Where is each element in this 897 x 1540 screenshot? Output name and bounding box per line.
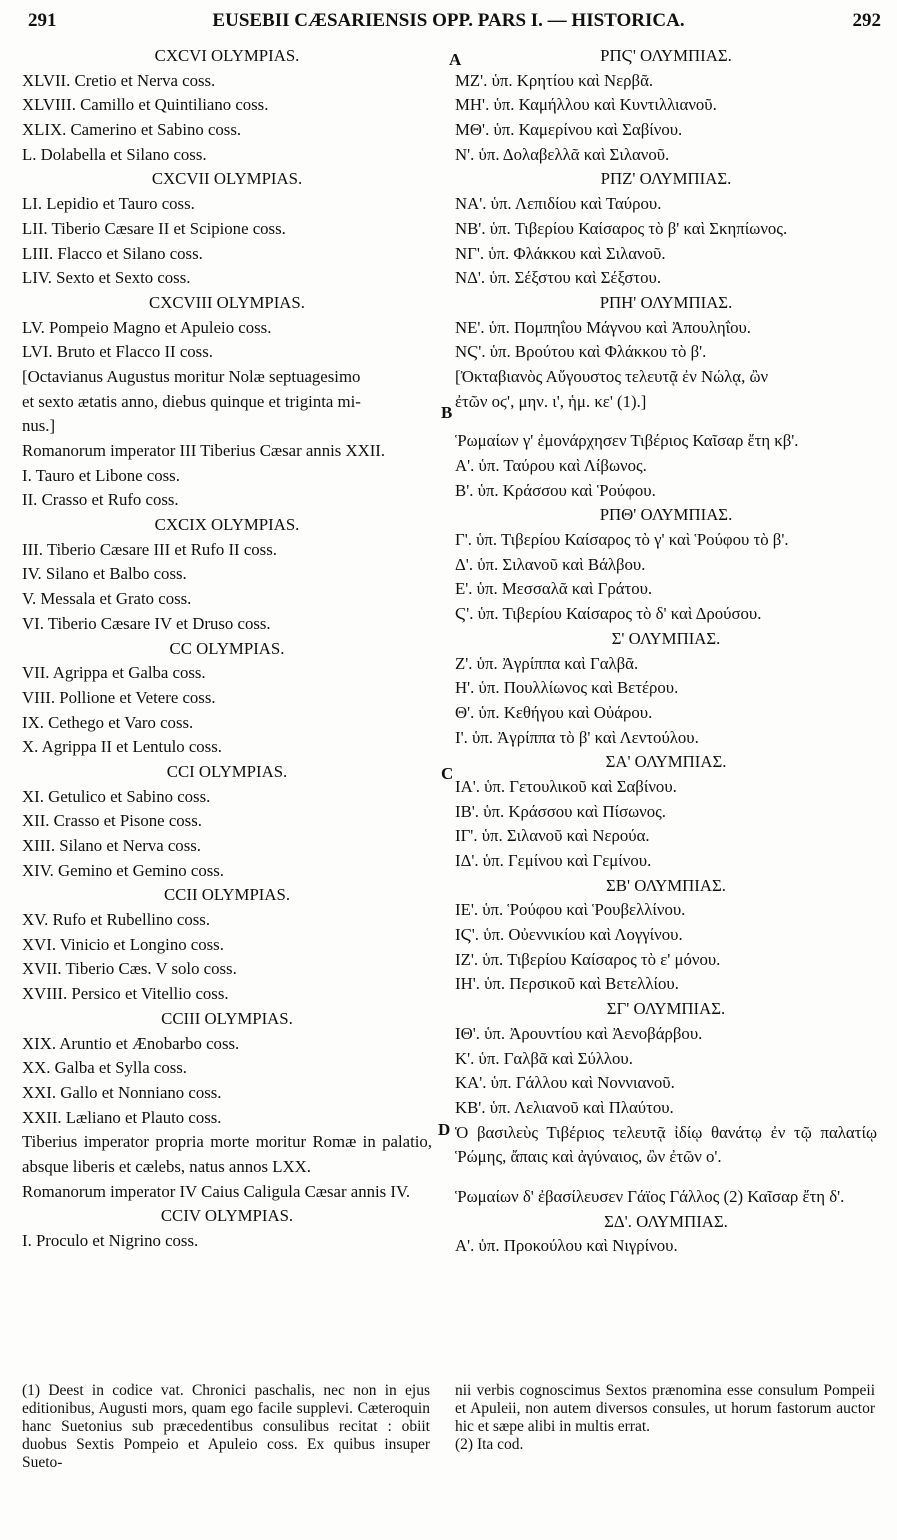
olympiad-heading: ΡΠΘ' ΟΛΥΜΠΙΑΣ.	[599, 505, 733, 525]
consul-entry: Ι'. ὑπ. Ἀγρίππα τὸ β' καὶ Λεντούλου.	[455, 727, 699, 747]
consul-entry: L. Dolabella et Silano coss.	[22, 144, 207, 164]
consul-entry: ΙΘ'. ὑπ. Ἀρουντίου καὶ Ἀενοβάρβου.	[455, 1023, 703, 1043]
olympiad-heading: ΣΒ' ΟΛΥΜΠΙΑΣ.	[606, 875, 726, 895]
consul-entry: ΙΖ'. ὑπ. Τιβερίου Καίσαρος τὸ ε' μόνου.	[455, 949, 721, 969]
consul-entry: ΙϚ'. ὑπ. Οὐεννικίου καὶ Λογγίνου.	[455, 925, 683, 945]
section-marker-d: D	[438, 1120, 451, 1139]
greek-column	[455, 44, 877, 1259]
text-paragraph: Ῥωμαίων δ' ἐβασίλευσεν Γάϊος Γάλλος (2) Καῖσαρ ἔτη δ'.	[455, 1186, 845, 1206]
consul-entry: ΝΑ'. ὑπ. Λεπιδίου καὶ Ταύρου.	[455, 194, 662, 214]
consul-entry: IV. Silano et Balbo coss.	[22, 564, 187, 584]
consul-entry: XLVIII. Camillo et Quintiliano coss.	[22, 95, 269, 115]
consul-entry: Γ'. ὑπ. Τιβερίου Καίσαρος τὸ γ' καὶ Ῥούφου τὸ β'.	[455, 530, 789, 550]
footnote-left	[22, 1382, 430, 1472]
olympiad-heading: CXCVIII OLYMPIAS.	[149, 292, 305, 312]
consul-entry: ΝΕ'. ὑπ. Πομπηΐου Μάγνου καὶ Ἀπουληΐου.	[455, 317, 752, 337]
consul-entry: ΙΗ'. ὑπ. Περσικοῦ καὶ Βετελλίου.	[455, 974, 679, 994]
consul-entry: III. Tiberio Cæsare III et Rufo II coss.	[22, 539, 277, 559]
footnote-1-continuation: nii verbis cognoscimus Sextos prænomina esse consulum Pompeii et Apuleii, non autem diversos consules, ut horum fastorum auctor hic et sæpe alibi in multis errat.	[455, 1382, 875, 1435]
latin-column	[22, 44, 432, 1254]
consul-entry: XIV. Gemino et Gemino coss.	[22, 860, 224, 880]
consul-entry: ΜΖ'. ὑπ. Κρητίου καὶ Νερβᾶ.	[455, 70, 654, 90]
consul-entry: XXI. Gallo et Nonniano coss.	[22, 1082, 222, 1102]
consul-entry: Θ'. ὑπ. Κεθήγου καὶ Οὐάρου.	[455, 702, 653, 722]
consul-entry: Κ'. ὑπ. Γαλβᾶ καὶ Σύλλου.	[455, 1048, 633, 1068]
consul-entry: ΙΓ'. ὑπ. Σιλανοῦ καὶ Νερούα.	[455, 826, 650, 846]
consul-entry: ΙΑ'. ὑπ. Γετουλικοῦ καὶ Σαβίνου.	[455, 776, 677, 796]
consul-entry: VI. Tiberio Cæsare IV et Druso coss.	[22, 613, 271, 633]
right-page-number: 292	[852, 10, 881, 31]
spacer	[455, 414, 877, 429]
consul-entry: XLIX. Camerino et Sabino coss.	[22, 120, 242, 140]
consul-entry: ΚΑ'. ὑπ. Γάλλου καὶ Νοννιανοῦ.	[455, 1073, 675, 1093]
olympiad-heading: ΣΑ' ΟΛΥΜΠΙΑΣ.	[605, 752, 727, 772]
olympiad-heading: CXCVII OLYMPIAS.	[151, 169, 303, 189]
consul-entry: Ε'. ὑπ. Μεσσαλᾶ καὶ Γράτου.	[455, 579, 653, 599]
consul-entry: VII. Agrippa et Galba coss.	[22, 663, 206, 683]
olympiad-heading: ΡΠΗ' ΟΛΥΜΠΙΑΣ.	[599, 292, 733, 312]
consul-entry: IX. Cethego et Varo coss.	[22, 712, 194, 732]
consul-entry: LVI. Bruto et Flacco II coss.	[22, 342, 213, 362]
consul-entry: XVII. Tiberio Cæs. V solo coss.	[22, 959, 237, 979]
consul-entry: ΜΘ'. ὑπ. Καμερίνου καὶ Σαβίνου.	[455, 120, 683, 140]
olympiad-heading: CXCVI OLYMPIAS.	[154, 46, 300, 65]
consul-entry: LIV. Sexto et Sexto coss.	[22, 268, 191, 288]
consul-entry: XIII. Silano et Nerva coss.	[22, 836, 201, 856]
olympiad-heading: CCIII OLYMPIAS.	[161, 1008, 293, 1028]
consul-entry: XX. Galba et Sylla coss.	[22, 1058, 187, 1078]
consul-entry: ΜΗ'. ὑπ. Καμήλλου καὶ Κυντιλλιανοῦ.	[455, 95, 717, 115]
consul-entry: XVI. Vinicio et Longino coss.	[22, 934, 224, 954]
consul-entry: XXII. Læliano et Plauto coss.	[22, 1107, 222, 1127]
olympiad-heading: ΡΠϚ' ΟΛΥΜΠΙΑΣ.	[600, 46, 732, 65]
olympiad-heading: CCII OLYMPIAS.	[163, 885, 291, 905]
consul-entry: Ζ'. ὑπ. Ἀγρίππα καὶ Γαλβᾶ.	[455, 653, 639, 673]
consul-entry: I. Tauro et Libone coss.	[22, 465, 180, 485]
consul-entry: Α'. ὑπ. Ταύρου καὶ Λίβωνος.	[455, 456, 647, 476]
consul-entry: XLVII. Cretio et Nerva coss.	[22, 70, 216, 90]
text-paragraph: Ὁ βασιλεὺς Τιβέριος τελευτᾷ ἰδίῳ θανάτῳ ἐν τῷ παλατίῳ Ῥώμης, ἄπαις καὶ ἀγύναιος, ὢν ἐτῶν ο'.	[455, 1122, 877, 1167]
consul-entry: V. Messala et Grato coss.	[22, 589, 192, 609]
consul-entry: ΝΒ'. ὑπ. Τιβερίου Καίσαρος τὸ β' καὶ Σκηπίωνος.	[455, 218, 788, 238]
page-header	[0, 10, 897, 38]
olympiad-heading: Σ' ΟΛΥΜΠΙΑΣ.	[611, 628, 721, 648]
spacer	[455, 1170, 877, 1185]
consul-entry: XII. Crasso et Pisone coss.	[22, 811, 202, 831]
consul-entry: ΙΕ'. ὑπ. Ῥούφου καὶ Ῥουβελλίνου.	[455, 900, 686, 920]
consul-entry: [Octavianus Augustus moritur Nolæ septuagesimo	[22, 366, 361, 386]
left-page-number: 291	[28, 10, 57, 31]
olympiad-heading: CXCIX OLYMPIAS.	[154, 515, 300, 535]
text-paragraph: Romanorum imperator III Tiberius Cæsar annis XXII.	[22, 441, 386, 460]
olympiad-heading: CCIV OLYMPIAS.	[160, 1206, 294, 1226]
consul-entry: et sexto ætatis anno, diebus quinque et triginta mi-	[22, 391, 361, 411]
consul-entry: LV. Pompeio Magno et Apuleio coss.	[22, 317, 272, 337]
consul-entry: Ϛ'. ὑπ. Τιβερίου Καίσαρος τὸ δ' καὶ Δρούσου.	[455, 604, 762, 624]
consul-entry: VIII. Pollione et Vetere coss.	[22, 687, 216, 707]
olympiad-heading: ΣΔ'. ΟΛΥΜΠΙΑΣ.	[604, 1211, 728, 1231]
olympiad-heading: CC OLYMPIAS.	[169, 638, 285, 658]
consul-entry: Β'. ὑπ. Κράσσου καὶ Ῥούφου.	[455, 480, 656, 500]
consul-entry: ΝΔ'. ὑπ. Σέξστου καὶ Σέξστου.	[455, 268, 662, 288]
consul-entry: LIII. Flacco et Silano coss.	[22, 243, 203, 263]
consul-entry: XIX. Aruntio et Ænobarbo coss.	[22, 1033, 240, 1053]
section-marker-b: B	[441, 403, 453, 422]
consul-entry: ΚΒ'. ὑπ. Λελιανοῦ καὶ Πλαύτου.	[455, 1097, 674, 1117]
consul-entry: Η'. ὑπ. Πουλλίωνος καὶ Βετέρου.	[455, 678, 679, 698]
consul-entry: ἐτῶν οϛ', μην. ι', ἡμ. κε' (1).]	[455, 391, 647, 411]
consul-entry: LII. Tiberio Cæsare II et Scipione coss.	[22, 218, 286, 238]
olympiad-heading: ΡΠΖ' ΟΛΥΜΠΙΑΣ.	[600, 169, 732, 189]
consul-entry: XI. Getulico et Sabino coss.	[22, 786, 211, 806]
text-paragraph: Tiberius imperator propria morte moritur Romæ in palatio, absque liberis et cælebs, natus annos LXX.	[22, 1132, 432, 1176]
consul-entry: Α'. ὑπ. Προκούλου καὶ Νιγρίνου.	[455, 1236, 678, 1256]
consul-entry: I. Proculo et Nigrino coss.	[22, 1231, 199, 1251]
consul-entry: ΙΒ'. ὑπ. Κράσσου καὶ Πίσωνος.	[455, 801, 666, 821]
consul-entry: X. Agrippa II et Lentulo coss.	[22, 737, 222, 757]
footnote-1-text: (1) Deest in codice vat. Chronici paschalis, nec non in ejus editionibus, Augusti mors, quam ego facile supplevi. Cæteroquin hanc Suetonius sub præcedentibus consulibus recitat : obiit duobus Sextis Pompeio et Apuleio coss. Ex quibus insuper Sueto-	[22, 1382, 430, 1471]
footnote-right	[455, 1382, 875, 1454]
olympiad-heading: ΣΓ' ΟΛΥΜΠΙΑΣ.	[606, 999, 726, 1019]
consul-entry: II. Crasso et Rufo coss.	[22, 490, 179, 510]
text-paragraph: Ῥωμαίων γ' ἐμονάρχησεν Τιβέριος Καῖσαρ ἔτη κβ'.	[455, 431, 799, 451]
consul-entry: XV. Rufo et Rubellino coss.	[22, 910, 211, 930]
consul-entry: Δ'. ὑπ. Σιλανοῦ καὶ Βάλβου.	[455, 554, 646, 574]
consul-entry: LI. Lepidio et Tauro coss.	[22, 194, 195, 214]
consul-entry: ΝϚ'. ὑπ. Βρούτου καὶ Φλάκκου τὸ β'.	[455, 342, 707, 362]
section-marker-a: A	[449, 50, 462, 69]
consul-entry: [Ὀκταβιανὸς Αὔγουστος τελευτᾷ ἐν Νώλᾳ, ὢν	[455, 366, 769, 386]
consul-entry: ΙΔ'. ὑπ. Γεμίνου καὶ Γεμίνου.	[455, 851, 652, 871]
section-marker-c: C	[441, 764, 454, 783]
consul-entry: nus.]	[22, 416, 56, 436]
text-paragraph: Romanorum imperator IV Caius Caligula Cæsar annis IV.	[22, 1181, 411, 1201]
olympiad-heading: CCI OLYMPIAS.	[166, 761, 288, 781]
consul-entry: XVIII. Persico et Vitellio coss.	[22, 984, 229, 1004]
running-title: EUSEBII CÆSARIENSIS OPP. PARS I. — HISTORICA.	[212, 10, 685, 31]
footnote-2-text: (2) Ita cod.	[455, 1436, 524, 1453]
consul-entry: ΝΓ'. ὑπ. Φλάκκου καὶ Σιλανοῦ.	[455, 243, 666, 263]
consul-entry: Ν'. ὑπ. Δολαβελλᾶ καὶ Σιλανοῦ.	[455, 144, 670, 164]
